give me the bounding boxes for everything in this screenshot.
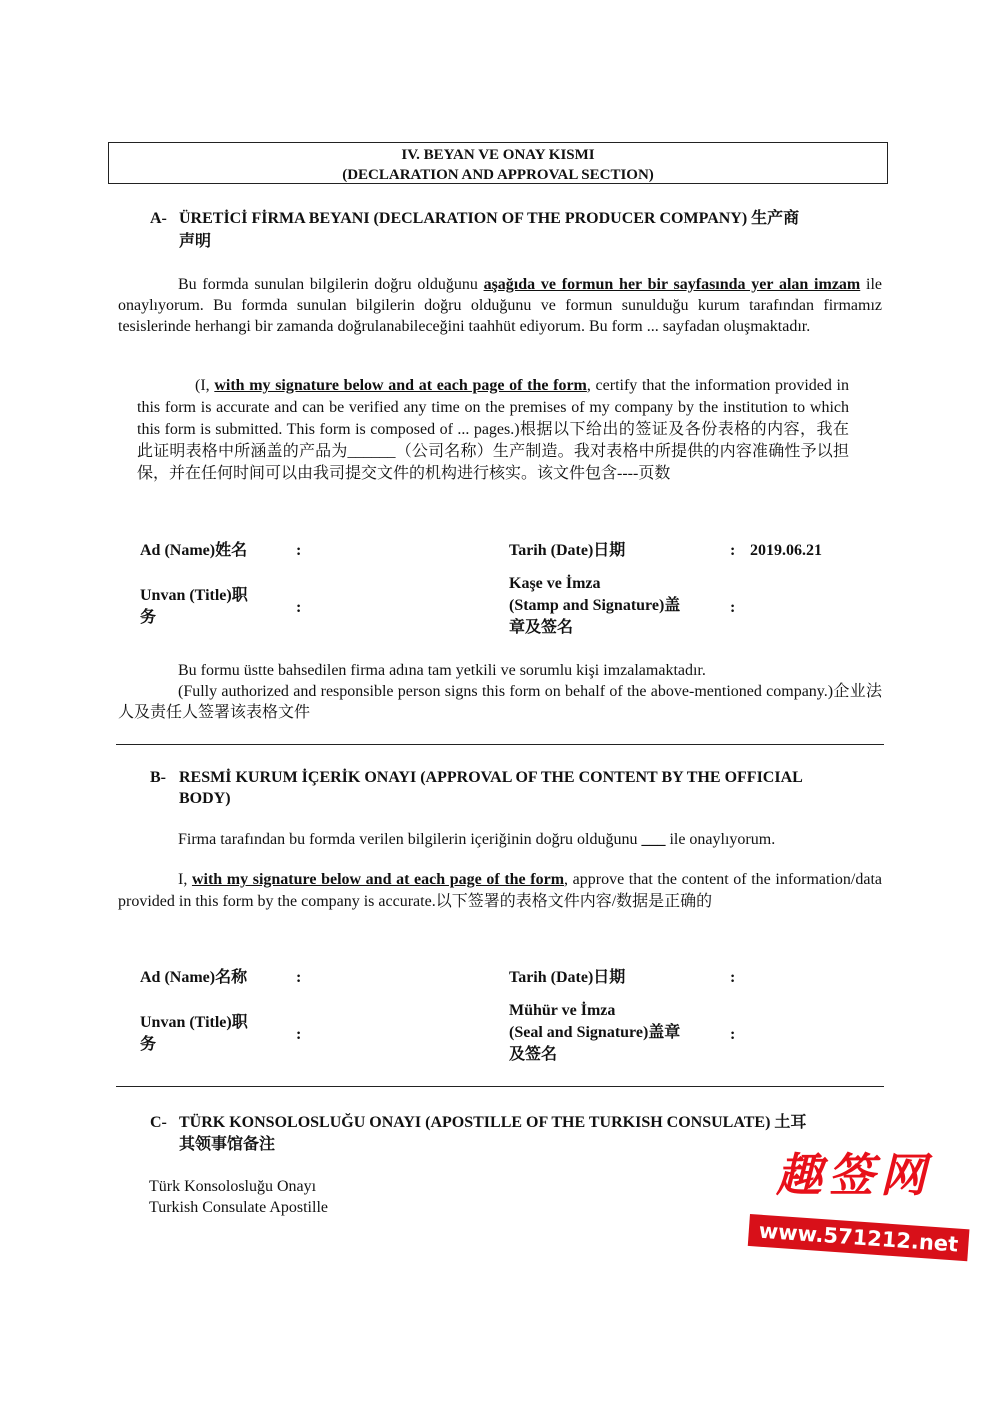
producer-title-label xyxy=(140,585,248,629)
producer-date-label: Tarih (Date)日期 xyxy=(509,542,626,559)
authorized-signer-note-en: (Fully authorized and responsible person signs this form on behalf of the above-mentioned company.)企业法人及责任人签署该表格文件 xyxy=(118,683,882,721)
divider-a-b xyxy=(116,744,884,745)
section-b-title-line2: BODY) xyxy=(179,790,231,807)
official-name-colon: : xyxy=(296,969,302,986)
official-seal-label xyxy=(509,1000,680,1066)
official-title-colon: : xyxy=(296,1026,302,1043)
official-en-post: , approve that the content of the information/data provided in this form by the company is accurate.以下签署的表格文件内容/数据是正确的 xyxy=(118,871,883,910)
section-b-title-line1: RESMİ KURUM İÇERİK ONAYI (APPROVAL OF THE CONTENT BY THE OFFICIAL xyxy=(179,769,803,786)
official-seal-label-line3: 及签名 xyxy=(509,1046,558,1063)
producer-declaration-tr xyxy=(118,274,882,337)
producer-title-colon: : xyxy=(296,599,302,616)
official-approval-tr xyxy=(178,829,882,850)
watermark-logo-text: 趣签网 xyxy=(776,1148,932,1202)
producer-title-label-line1: Unvan (Title)职 xyxy=(140,587,248,604)
en-para-pre: (I, xyxy=(195,377,215,394)
tr-para-emphasis: aşağıda ve formun her bir sayfasında yer alan imzam xyxy=(483,276,861,293)
consulate-apostille-en: Turkish Consulate Apostille xyxy=(149,1199,328,1216)
en-para-post: , certify that the information provided in this form is accurate and can be verified any time on the premises of my company by the institution to which this form is submitted. This form is composed of ... pages.)根据以下给出的签证及各份表格的内容，我在此证明表格中所涵盖的产品为______（公司名称）生产制造。我对表格中所提供的内容准确性予以担保，并在任何时间可以由我司提交文件的机构进行核实。该文件包含----页数 xyxy=(137,377,850,482)
producer-stamp-label-line3: 章及签名 xyxy=(509,619,574,636)
official-approval-en xyxy=(118,869,882,913)
producer-stamp-label-line1: Kaşe ve İmza xyxy=(509,575,601,592)
consulate-apostille-tr: Türk Konsolosluğu Onayı xyxy=(149,1178,317,1195)
producer-date-colon: : xyxy=(730,542,736,559)
section-a-letter: A- xyxy=(150,210,167,227)
producer-stamp-colon: : xyxy=(730,599,736,616)
producer-name-label: Ad (Name)姓名 xyxy=(140,542,248,559)
section-b-letter: B- xyxy=(150,769,166,786)
official-title-label xyxy=(140,1012,248,1056)
official-seal-label-line2: (Seal and Signature)盖章 xyxy=(509,1024,681,1041)
producer-name-colon: : xyxy=(296,542,302,559)
section-header-line1: IV. BEYAN VE ONAY KISMI xyxy=(401,147,595,163)
section-c-title-line1: TÜRK KONSOLOSLUĞU ONAYI (APOSTILLE OF THE TURKISH CONSULATE) 土耳 xyxy=(179,1114,807,1131)
official-approval-blank: ___ xyxy=(641,831,666,848)
official-date-label: Tarih (Date)日期 xyxy=(509,969,626,986)
official-name-label: Ad (Name)名称 xyxy=(140,969,248,986)
official-seal-label-line1: Mühür ve İmza xyxy=(509,1002,616,1019)
en-para-emphasis: with my signature below and at each page of the form xyxy=(214,377,587,394)
official-title-label-line2: 务 xyxy=(140,1036,157,1053)
producer-declaration-en xyxy=(137,375,849,485)
section-a-title-line1: ÜRETİCİ FİRMA BEYANI (DECLARATION OF THE PRODUCER COMPANY) 生产商 xyxy=(179,210,800,227)
watermark-url: www.571212.net xyxy=(748,1214,969,1261)
official-date-colon: : xyxy=(730,969,736,986)
divider-b-c xyxy=(116,1086,884,1087)
official-en-emphasis: with my signature below and at each page of the form xyxy=(191,871,565,888)
producer-stamp-label-line2: (Stamp and Signature)盖 xyxy=(509,597,681,614)
section-header-box xyxy=(108,142,888,184)
producer-title-label-line2: 务 xyxy=(140,609,157,626)
section-c-title-line2: 其领事馆备注 xyxy=(179,1136,276,1153)
official-approval-tr-pre: Firma tarafından bu formda verilen bilgilerin içeriğinin doğru olduğunu xyxy=(178,831,642,848)
official-approval-tr-post: ile onaylıyorum. xyxy=(665,831,776,848)
section-a-title-line2: 声明 xyxy=(179,233,212,250)
section-header-line2: (DECLARATION AND APPROVAL SECTION) xyxy=(342,167,654,183)
tr-para-pre: Bu formda sunulan bilgilerin doğru olduğunu xyxy=(178,276,484,293)
official-seal-colon: : xyxy=(730,1026,736,1043)
producer-date-value: 2019.06.21 xyxy=(750,542,822,559)
authorized-signer-note-tr: Bu formu üstte bahsedilen firma adına tam yetkili ve sorumlu kişi imzalamaktadır. xyxy=(178,662,706,679)
tr-para-post: ile onaylıyorum. Bu formda sunulan bilgilerin doğru olduğunu ve formun sunulduğu kurum tarafından firmamız tesislerinde herhangi bir zamanda doğrulanabileceğini taahhüt ediyorum. Bu form ... sayfadan oluşmaktadır. xyxy=(118,276,882,335)
producer-stamp-label xyxy=(509,573,680,639)
official-title-label-line1: Unvan (Title)职 xyxy=(140,1014,248,1031)
section-c-letter: C- xyxy=(150,1114,167,1131)
official-en-pre: I, xyxy=(178,871,192,888)
